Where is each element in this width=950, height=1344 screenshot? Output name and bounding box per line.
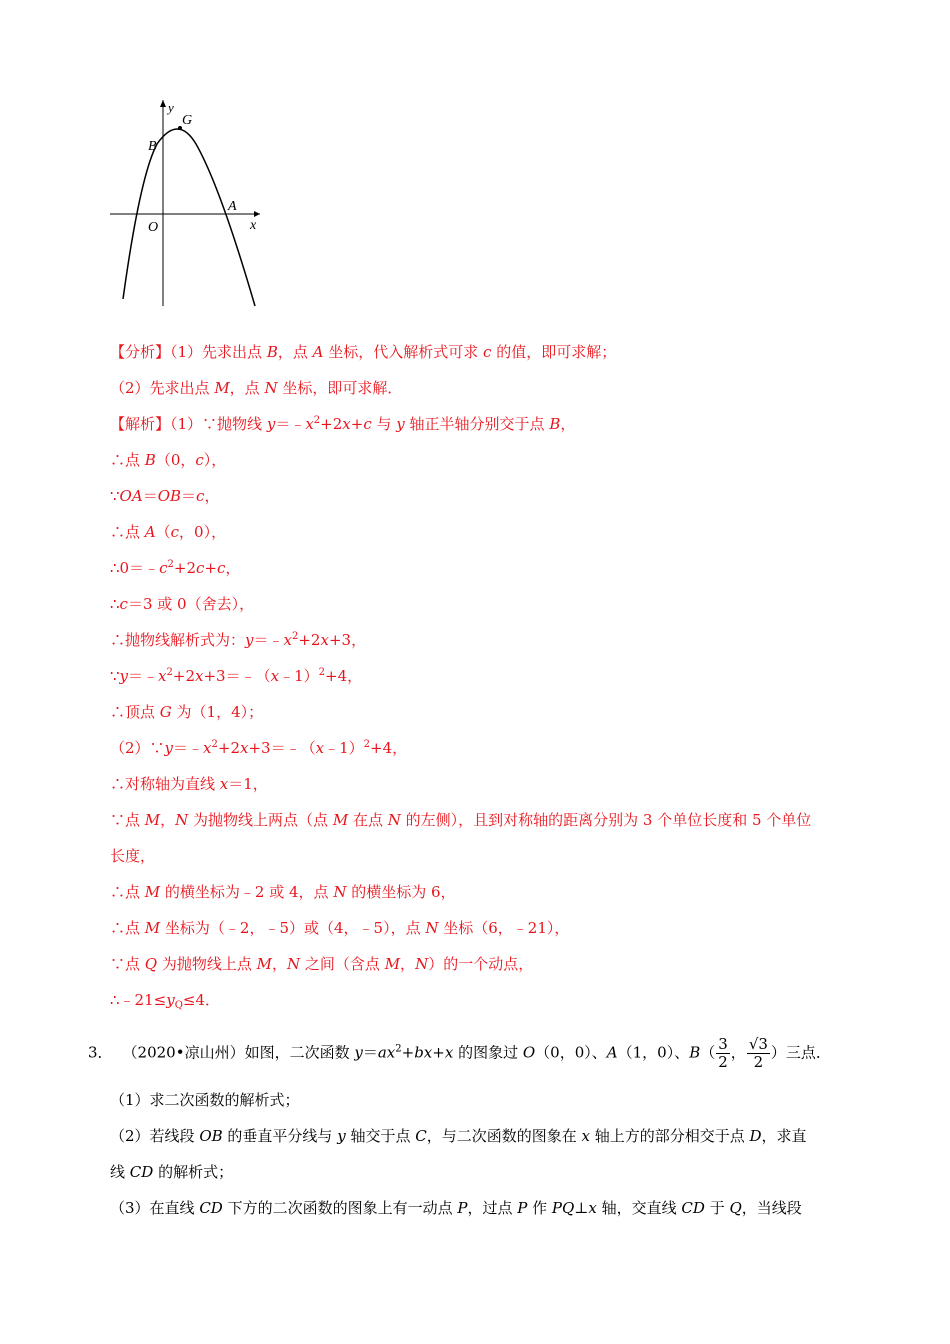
solution-line-4: ∴点 A（c，0）， bbox=[110, 523, 227, 541]
label-g: G bbox=[182, 113, 193, 128]
fraction-root3-halves: $\frac{√3}{2}$ bbox=[748, 1035, 768, 1071]
parabola-curve bbox=[123, 129, 255, 306]
question-3-part-1: （1）求二次函数的解析式； bbox=[110, 1091, 300, 1109]
solution-line-8: $\because y=﹣x^2+2x+3=﹣(x﹣1)^2+4$， bbox=[110, 667, 363, 685]
solution-line-16: ∵点 Q 为抛物线上点 M，N 之间（含点 M，N）的一个动点， bbox=[110, 955, 534, 973]
solution-line-5: $\therefore 0=﹣c^2+2c+c$， bbox=[110, 559, 241, 577]
solution-line-7: ∴抛物线解析式为：$y=﹣x^2+2x+3$， bbox=[110, 631, 367, 649]
question-3-part-3: （3）在直线 CD 下方的二次函数的图象上有一动点 P，过点 P 作 PQ⊥x 轴，交直线 CD 于 Q，当线段 bbox=[110, 1199, 802, 1217]
question-3-stem: 3． （2020•凉山州）如图，二次函数 $y=ax^2+bx+x$ 的图象过 O（0，0）、A（1，0）、B（ $\frac{3}{2}$ ， $\frac{√3}{2}$ ）三点． bbox=[88, 1035, 831, 1071]
label-a: A bbox=[228, 199, 237, 214]
label-x: x bbox=[250, 218, 257, 233]
question-3-part-2-cont: 线 CD 的解析式； bbox=[110, 1163, 234, 1181]
solution-line-17: $\therefore﹣21\le y_Q\le 4$． bbox=[110, 991, 221, 1011]
label-b: B bbox=[148, 139, 157, 154]
solution-line-13: 长度， bbox=[110, 847, 156, 865]
solution-line-9: ∴顶点 G 为（1，4）； bbox=[110, 703, 264, 721]
analysis-line-2: （2）先求出点 M，点 N 坐标，即可求解． bbox=[110, 379, 403, 397]
analysis-line-1: 【分析】（1）先求出点 B，点 A 坐标，代入解析式可求 c 的值，即可求解； bbox=[110, 343, 617, 361]
solution-line-15: ∴点 M 坐标为（﹣2，﹣5）或（4，﹣5），点 N 坐标（6，﹣21）， bbox=[110, 919, 570, 937]
question-number: 3． bbox=[88, 1043, 113, 1062]
solution-line-2: ∴点 B（0，c）， bbox=[110, 451, 227, 469]
y-axis-arrow-icon bbox=[160, 100, 166, 107]
solution-line-6: ∴c＝3 或 0（舍去）， bbox=[110, 595, 255, 613]
solution-line-11: ∴对称轴为直线 x＝1， bbox=[110, 775, 268, 793]
x-axis-arrow-icon bbox=[254, 211, 260, 217]
fraction-three-halves: $\frac{3}{2}$ bbox=[718, 1035, 728, 1071]
solution-line-14: ∴点 M 的横坐标为﹣2 或 4，点 N 的横坐标为 6， bbox=[110, 883, 456, 901]
parabola-figure bbox=[100, 96, 270, 311]
solution-line-3: ∵OA＝OB＝c， bbox=[110, 487, 220, 505]
label-o: O bbox=[148, 220, 159, 235]
solution-line-12: ∵点 M，N 为抛物线上两点（点 M 在点 N 的左侧），且到对称轴的距离分别为 3 个单位长度和 5 个单位 bbox=[110, 811, 812, 829]
solution-line-1: 【解析】（1）∵抛物线 $y=﹣x^2+2x+c$ 与 y 轴正半轴分别交于点 B， bbox=[110, 415, 576, 433]
label-y: y bbox=[168, 100, 174, 115]
solution-line-10: $(2)\because y=﹣x^2+2x+3=﹣(x﹣1)^2+4$， bbox=[110, 739, 408, 757]
question-3-part-2: （2）若线段 OB 的垂直平分线与 y 轴交于点 C，与二次函数的图象在 x 轴上方的部分相交于点 D，求直 bbox=[110, 1127, 807, 1145]
